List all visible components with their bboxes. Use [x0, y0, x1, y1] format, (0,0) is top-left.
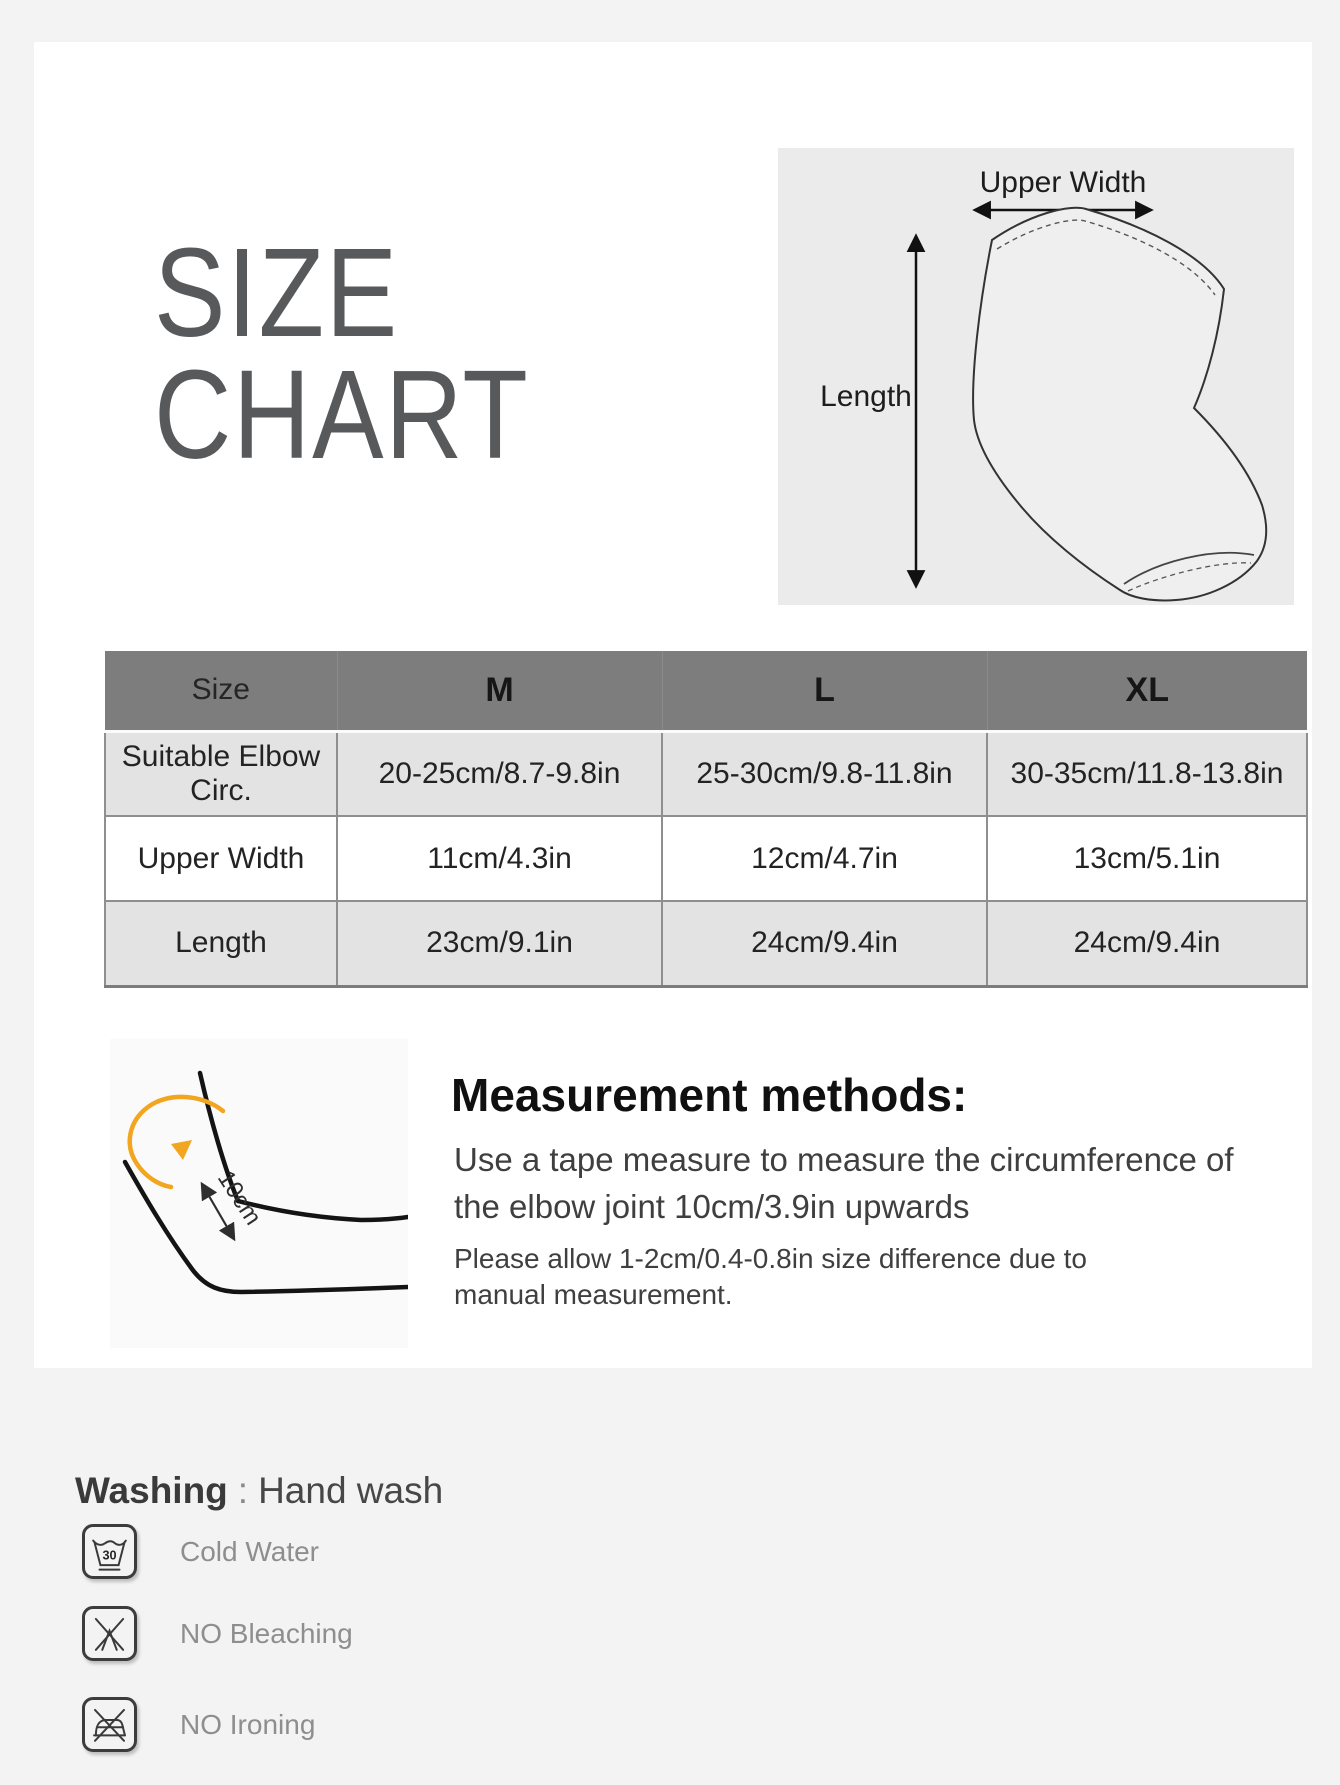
col-header-xl: XL: [987, 651, 1307, 731]
sleeve-diagram: [778, 148, 1294, 605]
row-label: Length: [105, 901, 337, 986]
washing-title: [75, 1470, 443, 1512]
col-header-l: L: [662, 651, 987, 731]
row-label: Suitable Elbow Circ.: [105, 731, 337, 816]
cell-m: 11cm/4.3in: [337, 816, 662, 901]
cell-l: 24cm/9.4in: [662, 901, 987, 986]
table-row-elbow-circ: [105, 731, 1307, 816]
washing-method: Hand wash: [258, 1470, 444, 1511]
upper-width-label: Upper Width: [979, 166, 1147, 199]
washing-title-separator: :: [237, 1470, 249, 1511]
page-title-line2: CHART: [154, 344, 530, 485]
row-label: Upper Width: [105, 816, 337, 901]
page-title: [154, 222, 530, 485]
cell-xl: 13cm/5.1in: [987, 816, 1307, 901]
washing-title-label: Washing: [75, 1470, 228, 1511]
length-label: Length: [820, 380, 912, 413]
table-row-length: [105, 901, 1307, 986]
no-bleach-icon: [82, 1606, 137, 1661]
content-card: [34, 42, 1312, 1368]
no-iron-icon: [82, 1697, 137, 1752]
washing-item-no-bleaching: [82, 1606, 353, 1661]
table-row-upper-width: [105, 816, 1307, 901]
washing-item-cold-water: [82, 1524, 319, 1579]
size-table: [104, 651, 1308, 988]
measurement-title: Measurement methods:: [451, 1069, 968, 1121]
cell-l: 25-30cm/9.8-11.8in: [662, 731, 987, 816]
washing-item-label: NO Ironing: [180, 1708, 316, 1740]
measurement-diagram: [110, 1039, 408, 1348]
measurement-instructions: Use a tape measure to measure the circumference of the elbow joint 10cm/3.9in upwards: [454, 1141, 1234, 1225]
cell-m: 23cm/9.1in: [337, 901, 662, 986]
ten-cm-label: 10cm: [211, 1165, 267, 1230]
wash-30-icon: [82, 1524, 137, 1579]
cell-xl: 30-35cm/11.8-13.8in: [987, 731, 1307, 816]
cell-xl: 24cm/9.4in: [987, 901, 1307, 986]
washing-item-label: Cold Water: [180, 1535, 320, 1567]
cell-m: 20-25cm/8.7-9.8in: [337, 731, 662, 816]
washing-item-label: NO Bleaching: [180, 1617, 353, 1649]
col-header-m: M: [337, 651, 662, 731]
sleeve-diagram-drawing: [778, 148, 1294, 605]
arm-drawing: [110, 1039, 408, 1348]
measurement-note: Please allow 1-2cm/0.4-0.8in size difference due to manual measurement.: [454, 1243, 1087, 1310]
size-table-header-row: [105, 651, 1307, 731]
elbow-sleeve-outline-icon: [973, 208, 1266, 601]
wash-temperature-label: 30: [102, 1548, 117, 1563]
cell-l: 12cm/4.7in: [662, 816, 987, 901]
bent-arm-outline-icon: [125, 1073, 408, 1292]
washing-item-no-ironing: [82, 1697, 315, 1752]
page-title-line1: SIZE: [154, 222, 399, 363]
col-header-size: Size: [105, 651, 337, 731]
